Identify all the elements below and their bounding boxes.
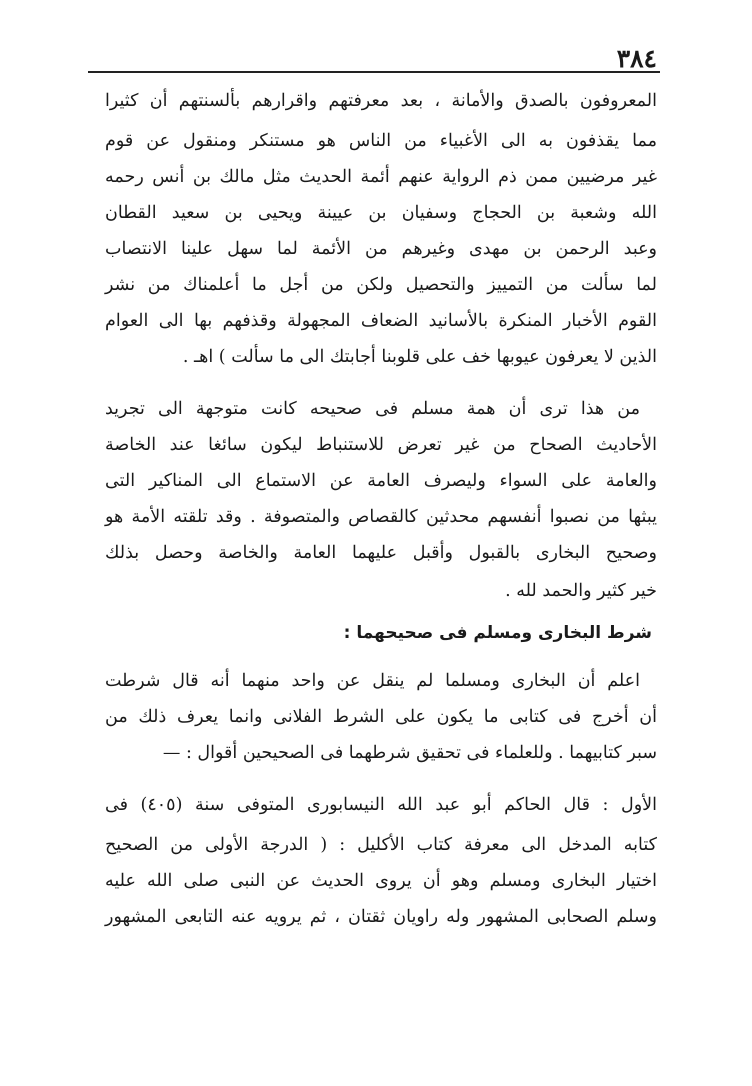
text-line: خير كثير والحمد لله . — [505, 581, 657, 601]
text-line: كتابه المدخل الى معرفة كتاب الأكليل : ( الدرجة الأولى من الصحيح — [105, 835, 657, 855]
text-line: وعبد الرحمن بن مهدى وغيرهم من الأئمة لما سهل علينا الانتصاب — [105, 239, 657, 259]
text-line: اختيار البخارى ومسلم وهو أن يروى الحديث عن النبى صلى الله عليه — [105, 871, 657, 891]
text-line: الأحاديث الصحاح من غير تعرض للاستنباط ليكون سائغا عند الخاصة — [105, 435, 657, 455]
text-line: وسلم الصحابى المشهور وله راويان ثقتان ، ثم يرويه عنه التابعى المشهور — [105, 907, 657, 927]
page-number: ٣٨٤ — [616, 44, 657, 73]
text-line: القوم الأخبار المنكرة بالأسانيد الضعاف المجهولة وقذفهم بها الى العوام — [105, 311, 657, 331]
text-line: سبر كتابيهما . وللعلماء فى تحقيق شرطهما فى الصحيحين أقوال : — — [162, 743, 657, 763]
text-line: وصحيح البخارى بالقبول وأقبل عليهما العامة والخاصة وحصل بذلك — [105, 543, 657, 563]
text-line: الله وشعبة بن الحجاج وسفيان بن عيينة ويحيى بن سعيد القطان — [105, 203, 657, 223]
section-heading: شرط البخارى ومسلم فى صحيحهما : — [343, 623, 652, 643]
text-line: اعلم أن البخارى ومسلما لم ينقل عن واحد منهما أنه قال شرطت — [105, 671, 640, 691]
text-line: غير مرضيين ممن ذم الرواية عنهم أئمة الحديث مثل مالك بن أنس رحمه — [105, 167, 657, 187]
text-line: من هذا ترى أن همة مسلم فى صحيحه كانت متوجهة الى تجريد — [105, 399, 640, 419]
text-line: والعامة على السواء وليصرف العامة عن الاستماع الى المناكير التى — [105, 471, 657, 491]
text-line: لما سألت من التمييز والتحصيل ولكن من أجل ما أعلمناك من نشر — [105, 275, 657, 295]
text-line: أن أخرج فى كتابى ما يكون على الشرط الفلانى وانما يعرف ذلك من — [105, 707, 657, 727]
header-rule — [88, 71, 660, 73]
text-line: الأول : قال الحاكم أبو عبد الله النيسابورى المتوفى سنة (٤٠٥) فى — [105, 795, 657, 815]
text-line: الذين لا يعرفون عيوبها خف على قلوبنا أجابتك الى ما سألت ) اهـ . — [182, 347, 657, 367]
text-line: يبثها من نصبوا أنفسهم محدثين كالقصاص والمتصوفة . وقد تلقته الأمة هو — [105, 507, 657, 527]
text-line: المعروفون بالصدق والأمانة ، بعد معرفتهم واقرارهم بألسنتهم أن كثيرا — [105, 91, 657, 111]
text-line: مما يقذفون به الى الأغبياء من الناس هو مستنكر ومنقول عن قوم — [105, 131, 657, 151]
